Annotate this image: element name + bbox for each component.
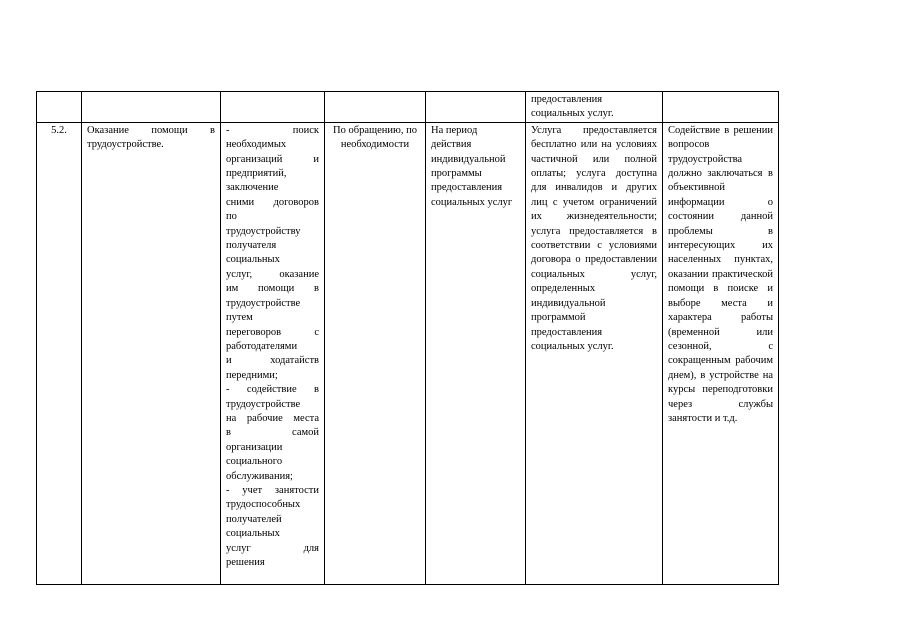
cell-conditions: [526, 92, 663, 123]
cell-number: [37, 92, 82, 123]
description-line: сними договоров: [226, 196, 319, 208]
cell-description: [221, 122, 325, 584]
description-line: переговоров с: [226, 326, 319, 338]
quality-indicators: Содействие в решении вопросов трудоустройства должно заключаться в объективной информации о состоянии данной проблемы в интересующих их населенных пунктах, оказании практической помощи в поиске и выборе места и характера работы (временной или сезонной, с сокращенным рабочим днем), в устройстве на курсы переподготовки через службы занятости и т.д.: [668, 124, 773, 424]
description-line: получателей: [226, 513, 282, 525]
description-line: услуг для: [226, 542, 319, 554]
service-timing: По обращению, по необходимости: [333, 124, 417, 151]
description-line: организаций и: [226, 153, 319, 165]
description-line: работодателями: [226, 340, 298, 352]
description-line: решения: [226, 557, 265, 568]
description-line: социальных: [226, 254, 280, 266]
row-number: 5.2.: [51, 124, 67, 136]
cell-description: [221, 92, 325, 123]
description-line: трудоустройстве: [226, 297, 301, 309]
description-line: предприятий,: [226, 168, 287, 180]
service-description: [226, 124, 319, 571]
description-line: по: [226, 211, 237, 223]
description-line: на рабочие места: [226, 412, 319, 424]
service-period: На период действия индивидуальной программы предоставления социальных услуг: [431, 124, 513, 208]
description-line: - учет занятости: [226, 484, 319, 496]
services-table: [36, 91, 779, 585]
service-name: Оказание помощи в трудоустройстве.: [87, 124, 215, 151]
cell-service-name: [82, 122, 221, 584]
cell-period: [426, 122, 526, 584]
description-line: организации: [226, 441, 283, 453]
cell-quality: [663, 92, 779, 123]
description-line: необходимых: [226, 139, 287, 151]
continuation-row: [37, 92, 779, 123]
description-line: передними;: [226, 369, 278, 381]
description-line: путем: [226, 312, 253, 324]
description-line: - содействие в: [226, 384, 319, 396]
description-line: услуг, оказание: [226, 268, 319, 280]
description-line: трудоспособных: [226, 499, 301, 511]
table-row: [37, 122, 779, 584]
service-conditions: Услуга предоставляется бесплатно или на условиях частичной или полной оплаты; услуга доступна для инвалидов и других лиц с учетом ограничений их жизнедеятельности; услуга предоставляется в соответствии с условиями договора о предоставлении социальных услуг, определенных индивидуальной программой предоставления социальных услуг.: [531, 124, 657, 352]
cell-timing: [325, 122, 426, 584]
description-line: обслуживания;: [226, 470, 293, 482]
cell-number: [37, 122, 82, 584]
description-line: получателя: [226, 240, 277, 252]
description-line: социального: [226, 456, 283, 468]
continuation-text: предоставления социальных услуг.: [531, 94, 614, 120]
description-line: социальных: [226, 528, 280, 540]
description-line: трудоустройстве: [226, 398, 301, 410]
description-line: и ходатайств: [226, 355, 319, 367]
description-line: им помощи в: [226, 283, 319, 295]
description-line: - поиск: [226, 124, 319, 136]
description-line: трудоустройству: [226, 225, 301, 237]
cell-service-name: [82, 92, 221, 123]
description-line: заключение: [226, 182, 279, 194]
description-line: в самой: [226, 427, 319, 439]
cell-period: [426, 92, 526, 123]
cell-quality: [663, 122, 779, 584]
cell-conditions: [526, 122, 663, 584]
cell-timing: [325, 92, 426, 123]
